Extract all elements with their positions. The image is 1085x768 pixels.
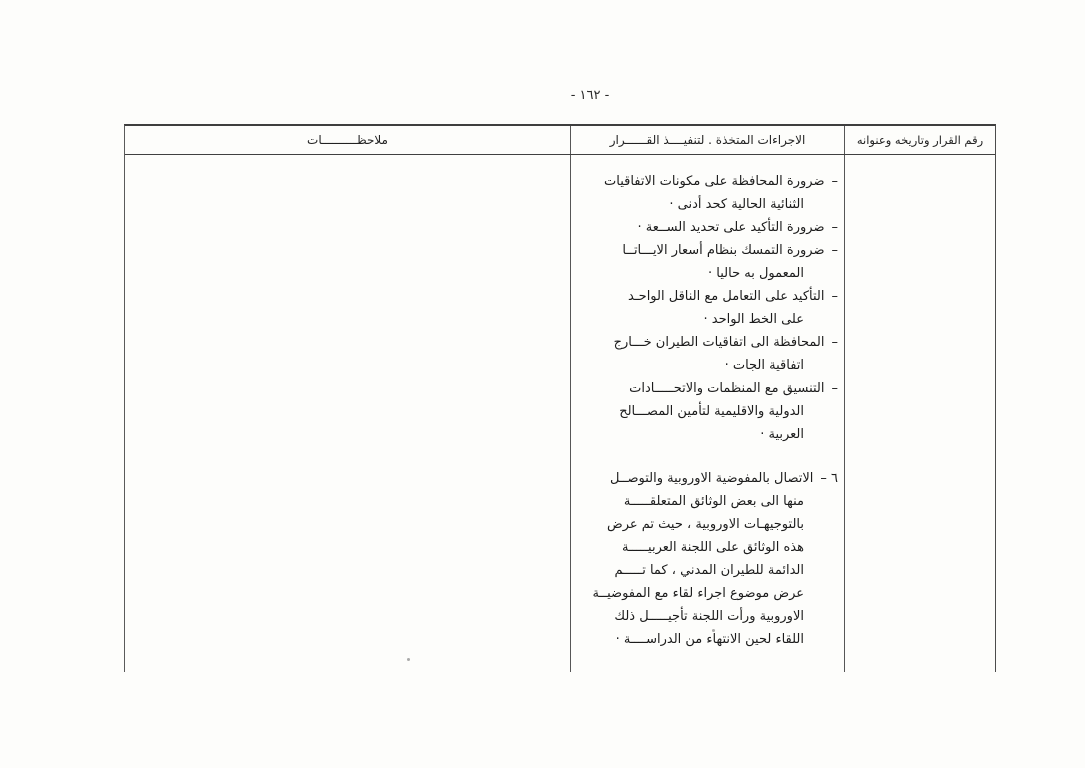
blank-line	[575, 446, 838, 467]
line-text: بالتوجيهـات الاوروبية ، حيث تم عرض	[606, 517, 804, 532]
header-notes-column: ملاحظــــــــــات	[307, 133, 388, 147]
text-line	[575, 400, 838, 423]
line-text: العربية ·	[760, 427, 804, 442]
line-text: منها الى بعض الوثائق المتعلقـــــة	[623, 494, 804, 509]
line-text: الدولية والاقليمية لتأمين المصـــالح	[619, 404, 804, 419]
line-text: ضرورة المحافظة على مكونات الاتفاقيات	[604, 174, 825, 189]
page-number: - ١٦٢ -	[570, 88, 610, 103]
text-line	[575, 193, 838, 216]
text-line	[575, 354, 838, 377]
text-line	[575, 423, 838, 446]
line-text: التنسيق مع المنظمات والاتحـــــادات	[629, 381, 825, 396]
text-line	[575, 331, 838, 354]
text-line	[575, 467, 838, 490]
text-line	[575, 559, 838, 582]
bullet-dash: –	[831, 174, 838, 189]
text-line	[575, 216, 838, 239]
text-line	[575, 605, 838, 628]
line-text: الدائمة للطيران المدني ، كما تـــــم	[614, 563, 804, 578]
text-line	[575, 285, 838, 308]
line-text: اتفاقية الجات ·	[724, 358, 804, 373]
bullet-dash: –	[831, 243, 838, 258]
text-line	[575, 377, 838, 400]
text-line	[575, 239, 838, 262]
text-line	[575, 513, 838, 536]
bullet-dash: –	[831, 220, 838, 235]
line-text: ضرورة التمسك بنظام أسعار الايـــاتــا	[622, 243, 825, 258]
decision-cell-empty	[844, 155, 995, 672]
actions-cell	[570, 155, 844, 672]
line-text: المعمول به حاليا ·	[708, 266, 804, 281]
line-text: الثنائية الحالية كحد أدنى ·	[669, 197, 804, 212]
line-text: اللقاء لحين الانتهاء من الدراســــة ·	[615, 632, 804, 647]
text-line	[575, 490, 838, 513]
bullet-dash: –	[831, 381, 838, 396]
text-line	[575, 262, 838, 285]
header-actions-taken-column: الاجراءات المتخذة . لتنفيــــذ القــــــرار	[570, 126, 844, 154]
line-text: الاوروبية ورأت اللجنة تأجيـــــل ذلك	[614, 609, 804, 624]
actions-text-block	[571, 155, 844, 651]
notes-cell-empty	[125, 155, 570, 672]
line-text: التأكيد على التعامل مع الناقل الواحـد	[628, 289, 825, 304]
bullet-dash: –	[831, 289, 838, 304]
decisions-table	[124, 124, 996, 672]
text-line	[575, 308, 838, 331]
line-text: عرض موضوع اجراء لقاء مع المفوضيــة	[592, 586, 804, 601]
table-body-row	[125, 155, 995, 672]
header-decision-number-column: رقم القرار وتاريخه وعنوانه	[844, 126, 995, 154]
bullet-dash: –	[831, 335, 838, 350]
line-text: هذه الوثائق على اللجنة العربيـــــة	[622, 540, 804, 555]
text-line	[575, 170, 838, 193]
scan-speck	[712, 629, 715, 632]
line-text: على الخط الواحد ·	[703, 312, 804, 327]
line-text: المحافظة الى اتفاقيات الطيران خـــارج	[613, 335, 825, 350]
table-header-row	[125, 126, 995, 155]
text-line	[575, 536, 838, 559]
line-text: ضرورة التأكيد على تحديد الســعة ·	[637, 220, 825, 235]
item-number: ٦ –	[820, 471, 838, 486]
scan-speck	[407, 658, 410, 661]
text-line	[575, 582, 838, 605]
text-line	[575, 628, 838, 651]
line-text: الاتصال بالمفوضية الاوروبية والتوصــل	[610, 471, 814, 486]
